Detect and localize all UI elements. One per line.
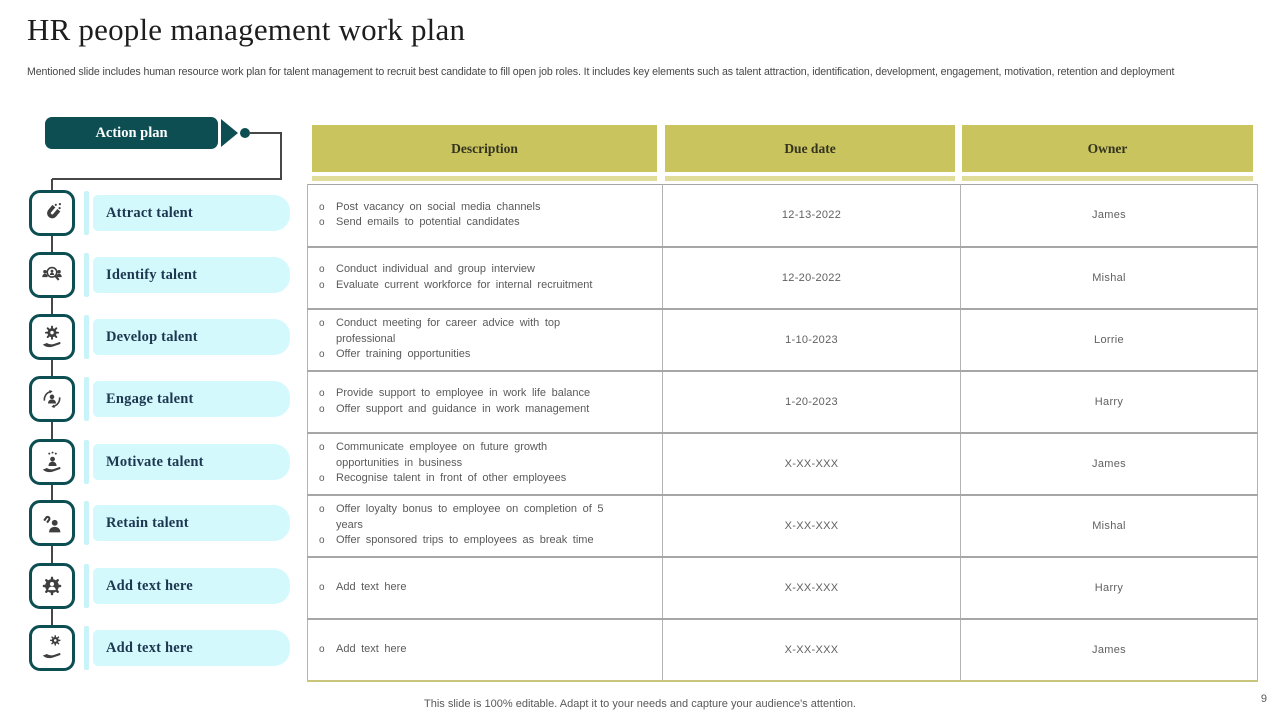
description-bullet: o Add text here bbox=[319, 642, 648, 658]
description-bullet: o Offer training opportunities bbox=[319, 347, 648, 363]
connector-dot bbox=[240, 128, 250, 138]
due-date-cell: 1-10-2023 bbox=[663, 309, 961, 371]
magnet-icon bbox=[29, 190, 75, 236]
owner-cell: Harry bbox=[961, 371, 1258, 433]
sidebar-item-develop-talent bbox=[29, 314, 291, 360]
table-row bbox=[308, 371, 1258, 433]
description-bullet: o Conduct individual and group interview bbox=[319, 262, 648, 278]
description-cell bbox=[308, 185, 663, 247]
editable-note: This slide is 100% editable. Adapt it to your needs and capture your audience's attention. bbox=[424, 698, 856, 710]
accent-bar bbox=[84, 377, 89, 421]
column-header-owner: Owner bbox=[962, 125, 1253, 172]
work-plan-table bbox=[307, 184, 1258, 682]
sidebar-item-retain-talent bbox=[29, 500, 291, 546]
magnet-person-icon bbox=[29, 500, 75, 546]
table-row bbox=[308, 185, 1258, 247]
due-date-cell: 12-13-2022 bbox=[663, 185, 961, 247]
due-date-cell: X-XX-XXX bbox=[663, 619, 961, 681]
description-cell bbox=[308, 433, 663, 495]
sidebar-label: Develop talent bbox=[93, 319, 290, 355]
page-title: HR people management work plan bbox=[27, 12, 466, 47]
owner-cell: James bbox=[961, 433, 1258, 495]
column-header-due-date: Due date bbox=[665, 125, 955, 172]
description-cell bbox=[308, 247, 663, 309]
sidebar-item-identify-talent bbox=[29, 252, 291, 298]
accent-bar bbox=[84, 501, 89, 545]
description-bullet: o Add text here bbox=[319, 580, 648, 596]
table-row bbox=[308, 247, 1258, 309]
owner-cell: James bbox=[961, 619, 1258, 681]
description-bullet: o Post vacancy on social media channels bbox=[319, 200, 648, 216]
due-date-cell: X-XX-XXX bbox=[663, 433, 961, 495]
header-underline bbox=[665, 176, 955, 181]
description-bullet: o Offer sponsored trips to employees as break time bbox=[319, 533, 648, 549]
sidebar-label: Motivate talent bbox=[93, 444, 290, 480]
due-date-cell: X-XX-XXX bbox=[663, 495, 961, 557]
description-bullet: o Communicate employee on future growth opportunities in business bbox=[319, 440, 609, 471]
arrow-right-icon bbox=[221, 119, 238, 147]
accent-bar bbox=[84, 253, 89, 297]
sidebar-item-attract-talent bbox=[29, 190, 291, 236]
connector-line bbox=[280, 132, 282, 179]
description-bullet: o Offer loyalty bonus to employee on completion of 5 years bbox=[319, 502, 629, 533]
gear-person-icon bbox=[29, 563, 75, 609]
accent-bar bbox=[84, 315, 89, 359]
sidebar-label: Attract talent bbox=[93, 195, 290, 231]
description-cell bbox=[308, 495, 663, 557]
sidebar-label: Add text here bbox=[93, 630, 290, 666]
hand-gear-icon bbox=[29, 314, 75, 360]
owner-cell: Mishal bbox=[961, 495, 1258, 557]
owner-cell: Lorrie bbox=[961, 309, 1258, 371]
table-row bbox=[308, 309, 1258, 371]
person-cycle-arrows-icon bbox=[29, 376, 75, 422]
sidebar-label: Engage talent bbox=[93, 381, 290, 417]
slide-description: Mentioned slide includes human resource work plan for talent management to recruit best candidate to fill open job roles. It includes key elements such as talent attraction, identification, development, engagement, motivation, retention and deployment bbox=[27, 66, 1175, 78]
table-row bbox=[308, 557, 1258, 619]
header-underline bbox=[312, 176, 657, 181]
due-date-cell: 12-20-2022 bbox=[663, 247, 961, 309]
table-row bbox=[308, 619, 1258, 681]
hand-person-rising-icon bbox=[29, 439, 75, 485]
due-date-cell: X-XX-XXX bbox=[663, 557, 961, 619]
description-cell bbox=[308, 619, 663, 681]
header-underline bbox=[962, 176, 1253, 181]
description-cell bbox=[308, 371, 663, 433]
table-row bbox=[308, 433, 1258, 495]
description-bullet: o Evaluate current workforce for internal recruitment bbox=[319, 278, 648, 294]
description-bullet: o Offer support and guidance in work management bbox=[319, 402, 648, 418]
hand-holding-gear-icon bbox=[29, 625, 75, 671]
sidebar-item-add-text-2 bbox=[29, 625, 291, 671]
connector-line bbox=[250, 132, 282, 134]
accent-bar bbox=[84, 626, 89, 670]
description-bullet: o Recognise talent in front of other employees bbox=[319, 471, 648, 487]
owner-cell: Mishal bbox=[961, 247, 1258, 309]
due-date-cell: 1-20-2023 bbox=[663, 371, 961, 433]
sidebar-item-motivate-talent bbox=[29, 439, 291, 485]
sidebar-label: Identify talent bbox=[93, 257, 290, 293]
accent-bar bbox=[84, 191, 89, 235]
description-bullet: o Send emails to potential candidates bbox=[319, 215, 648, 231]
sidebar-item-add-text-1 bbox=[29, 563, 291, 609]
table-row bbox=[308, 495, 1258, 557]
sidebar-item-engage-talent bbox=[29, 376, 291, 422]
connector-line bbox=[52, 178, 282, 180]
description-cell bbox=[308, 309, 663, 371]
people-magnifier-icon bbox=[29, 252, 75, 298]
column-header-description: Description bbox=[312, 125, 657, 172]
description-bullet: o Provide support to employee in work life balance bbox=[319, 386, 648, 402]
description-bullet: o Conduct meeting for career advice with top professional bbox=[319, 316, 569, 347]
owner-cell: James bbox=[961, 185, 1258, 247]
owner-cell: Harry bbox=[961, 557, 1258, 619]
accent-bar bbox=[84, 564, 89, 608]
sidebar-label: Add text here bbox=[93, 568, 290, 604]
accent-bar bbox=[84, 440, 89, 484]
sidebar-label: Retain talent bbox=[93, 505, 290, 541]
action-plan-button: Action plan bbox=[45, 117, 218, 149]
description-cell bbox=[308, 557, 663, 619]
page-number: 9 bbox=[1260, 693, 1267, 705]
